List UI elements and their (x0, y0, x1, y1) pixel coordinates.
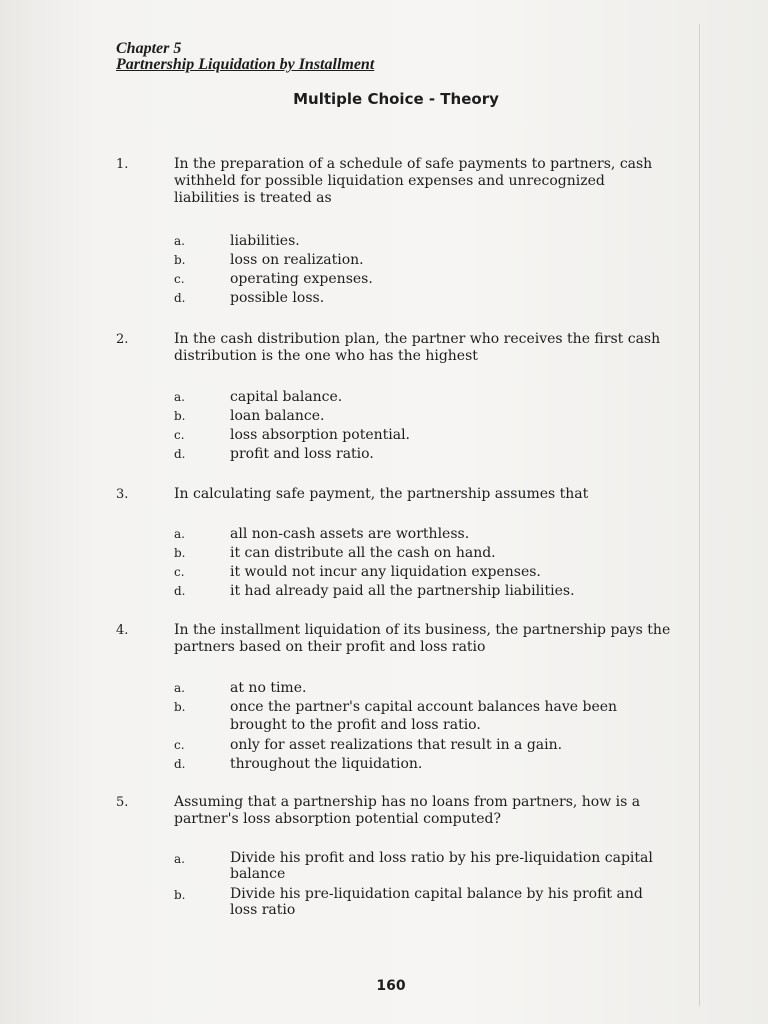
option-letter: a. (174, 234, 185, 248)
option-letter: d. (174, 757, 186, 771)
chapter-title: Partnership Liquidation by Installment (116, 56, 375, 73)
option-text: profit and loss ratio. (230, 446, 374, 462)
question-number: 5. (116, 795, 129, 810)
option-text: capital balance. (230, 389, 343, 405)
option-b (174, 886, 674, 922)
option-letter: a. (174, 390, 185, 404)
option-letter: c. (174, 565, 185, 579)
option-text: operating expenses. (230, 271, 373, 287)
option-text: Divide his profit and loss ratio by his pre-liquidation capital balance (230, 850, 653, 882)
page-number: 160 (376, 978, 406, 994)
option-text: once the partner's capital account balances have been brought to the profit and loss ratio. (230, 699, 618, 733)
option-c (174, 270, 674, 290)
option-letter: b. (174, 253, 186, 267)
option-a (174, 525, 674, 545)
option-letter: d. (174, 447, 186, 461)
option-letter: a. (174, 527, 185, 541)
option-c (174, 563, 674, 583)
page-edge-line (699, 24, 700, 1006)
question-text: Assuming that a partnership has no loans from partners, how is a partner's loss absorption potential computed? (174, 794, 641, 827)
option-d (174, 582, 674, 602)
question-text: In calculating safe payment, the partnership assumes that (174, 486, 589, 502)
option-c (174, 736, 674, 756)
question-number: 4. (116, 623, 129, 638)
option-d (174, 289, 674, 309)
option-text: it would not incur any liquidation expenses. (230, 564, 541, 580)
option-d (174, 755, 674, 775)
option-a (174, 850, 674, 886)
option-text: loan balance. (230, 408, 325, 424)
question-number: 1. (116, 157, 129, 172)
section-heading: Multiple Choice - Theory (293, 90, 499, 108)
option-letter: b. (174, 409, 186, 423)
option-letter: c. (174, 272, 185, 286)
option-letter: c. (174, 428, 185, 442)
option-letter: a. (174, 852, 185, 866)
question-text: In the preparation of a schedule of safe payments to partners, cash withheld for possible liquidation expenses and unrecognized liabilities is treated as (174, 156, 653, 206)
option-a (174, 232, 674, 252)
question-number: 3. (116, 487, 129, 502)
question-text: In the cash distribution plan, the partner who receives the first cash distribution is the one who has the highest (174, 331, 661, 364)
option-b (174, 698, 674, 736)
option-letter: c. (174, 738, 185, 752)
option-b (174, 251, 674, 271)
option-text: possible loss. (230, 290, 325, 306)
option-text: all non-cash assets are worthless. (230, 526, 470, 542)
question-number: 2. (116, 332, 129, 347)
option-text: Divide his pre-liquidation capital balance by his profit and loss ratio (230, 886, 643, 918)
option-letter: d. (174, 291, 186, 305)
option-a (174, 679, 674, 699)
option-b (174, 407, 674, 427)
option-d (174, 445, 674, 465)
option-text: loss absorption potential. (230, 427, 410, 443)
option-a (174, 388, 674, 408)
option-letter: a. (174, 681, 185, 695)
option-text: loss on realization. (230, 252, 364, 268)
option-c (174, 426, 674, 446)
option-text: it had already paid all the partnership liabilities. (230, 583, 575, 599)
option-text: at no time. (230, 680, 307, 696)
option-letter: b. (174, 888, 186, 902)
option-b (174, 544, 674, 564)
option-letter: d. (174, 584, 186, 598)
question-text: In the installment liquidation of its business, the partnership pays the partners based on their profit and loss ratio (174, 622, 671, 655)
option-text: it can distribute all the cash on hand. (230, 545, 496, 561)
chapter-label: Chapter 5 (116, 40, 182, 57)
option-letter: b. (174, 700, 186, 714)
option-text: liabilities. (230, 233, 300, 249)
option-letter: b. (174, 546, 186, 560)
option-text: throughout the liquidation. (230, 756, 423, 772)
option-text: only for asset realizations that result in a gain. (230, 737, 563, 753)
